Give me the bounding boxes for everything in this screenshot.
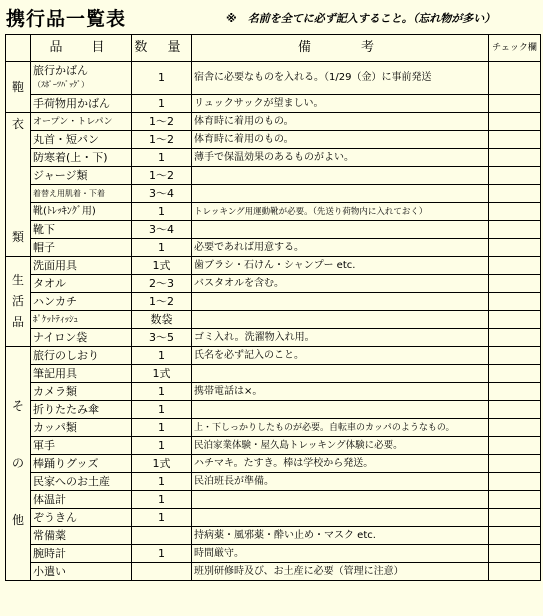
item-qty: 1 [132,347,192,365]
table-row [6,131,541,149]
item-qty: 1 [132,401,192,419]
category-clothes [6,113,31,257]
category-bag: 鞄 [6,62,31,113]
item-remark: 時間厳守。 [192,545,489,563]
item-remark: トレッキング用運動靴が必要。（先送り荷物内に入れておく） [192,203,489,221]
item-name: 体温計 [31,491,132,509]
check-box[interactable] [489,62,541,95]
category-other [6,347,31,581]
item-remark [192,365,489,383]
table-row [6,62,541,95]
item-qty: 1 [132,95,192,113]
category-other-char1: そ [11,399,24,414]
check-box[interactable] [489,293,541,311]
table-row [6,563,541,581]
item-name: 筆記用具 [31,365,132,383]
table-row [6,221,541,239]
table-row [6,257,541,275]
table-row [6,509,541,527]
item-name: 腕時計 [31,545,132,563]
item-name: カメラ類 [31,383,132,401]
table-row [6,185,541,203]
check-box[interactable] [489,419,541,437]
table-row [6,455,541,473]
item-qty: 1 [132,62,192,95]
category-clothes-bottom: 類 [11,230,24,244]
check-box[interactable] [489,347,541,365]
item-remark: 歯ブラシ・石けん・シャンプー etc. [192,257,489,275]
check-box[interactable] [489,149,541,167]
item-qty: 1 [132,239,192,257]
table-row [6,275,541,293]
table-row [6,149,541,167]
item-qty [132,527,192,545]
table-row [6,383,541,401]
item-remark [192,491,489,509]
item-qty: 1～2 [132,113,192,131]
item-name: 折りたたみ傘 [31,401,132,419]
item-remark: 班別研修時及び、お土産に必要（管理に注意） [192,563,489,581]
item-remark: 民泊家業体験・屋久島トレッキング体験に必要。 [192,437,489,455]
item-qty: 1式 [132,455,192,473]
item-remark: 携帯電話は×。 [192,383,489,401]
table-row [6,401,541,419]
item-name: 手荷物用かばん [31,95,132,113]
item-qty: 1 [132,491,192,509]
table-row [6,437,541,455]
item-qty: 1式 [132,257,192,275]
item-name: ﾎﾟｹｯﾄﾃｨｯｼｭ [31,311,132,329]
item-qty: 1～2 [132,167,192,185]
item-name: ぞうきん [31,509,132,527]
header-note: ※ 名前を全てに必ず記入すること。（忘れ物が多い） [226,12,496,25]
category-daily-char2: 活 [11,293,24,308]
check-box[interactable] [489,329,541,347]
category-clothes-top: 衣 [11,117,24,131]
item-name: カッパ類 [31,419,132,437]
item-qty: 3～4 [132,185,192,203]
item-qty: 3～5 [132,329,192,347]
item-name: タオル [31,275,132,293]
item-name-line2: （ｽﾎﾟｰﾂﾊﾞｯｸﾞ） [33,80,89,89]
item-remark [192,401,489,419]
item-name: 洗面用具 [31,257,132,275]
item-remark [192,185,489,203]
item-qty: 1 [132,545,192,563]
page-header [0,0,543,32]
check-box[interactable] [489,275,541,293]
item-remark: 氏名を必ず記入のこと。 [192,347,489,365]
item-qty: 1式 [132,365,192,383]
item-remark [192,221,489,239]
belongings-table [5,34,541,581]
item-qty: 3～4 [132,221,192,239]
check-box[interactable] [489,167,541,185]
item-qty: 1～2 [132,293,192,311]
item-name: 帽子 [31,239,132,257]
check-box[interactable] [489,563,541,581]
check-box[interactable] [489,365,541,383]
table-row [6,527,541,545]
item-remark: バスタオルを含む。 [192,275,489,293]
item-name: 民家へのお土産 [31,473,132,491]
check-box[interactable] [489,221,541,239]
item-remark [192,167,489,185]
table-row [6,239,541,257]
item-remark: 宿舎に必要なものを入れる。（1/29（金）に事前発送 [192,62,489,95]
item-qty: 1 [132,419,192,437]
table-row [6,113,541,131]
check-box[interactable] [489,203,541,221]
check-box[interactable] [489,401,541,419]
table-row [6,167,541,185]
item-qty: 2～3 [132,275,192,293]
category-daily [6,257,31,347]
table-row [6,347,541,365]
item-name: 靴下 [31,221,132,239]
item-remark: 上・下しっかりしたものが必要。自転車のカッパのようなもの。 [192,419,489,437]
item-remark: 体育時に着用のもの。 [192,113,489,131]
item-remark: リュックサックが望ましい。 [192,95,489,113]
category-daily-char1: 生 [11,272,24,287]
item-qty: 数袋 [132,311,192,329]
table-row [6,545,541,563]
check-box[interactable] [489,437,541,455]
item-name: ジャージ類 [31,167,132,185]
item-qty: 1～2 [132,131,192,149]
item-qty: 1 [132,509,192,527]
item-qty: 1 [132,437,192,455]
item-remark: 必要であれば用意する。 [192,239,489,257]
table-row [6,293,541,311]
check-box[interactable] [489,527,541,545]
item-name: ナイロン袋 [31,329,132,347]
check-box[interactable] [489,545,541,563]
table-row [6,311,541,329]
item-name: 着替え用肌着・下着 [31,185,132,203]
category-daily-char3: 品 [11,315,24,330]
item-name: 防寒着(上・下) [31,149,132,167]
item-qty: 1 [132,473,192,491]
check-box[interactable] [489,473,541,491]
item-remark [192,293,489,311]
check-box[interactable] [489,311,541,329]
item-remark [192,509,489,527]
table-row [6,473,541,491]
remark-header: 備 考 [192,35,489,62]
category-header [6,35,31,62]
item-name: 靴(ﾄﾚｯｷﾝｸﾞ用) [31,203,132,221]
item-name: ハンカチ [31,293,132,311]
item-remark [192,311,489,329]
item-name: 常備薬 [31,527,132,545]
check-box[interactable] [489,131,541,149]
item-qty: 1 [132,149,192,167]
item-name: 旅行のしおり [31,347,132,365]
item-name-line1: 旅行かばん [33,64,88,77]
category-other-char2: の [11,455,24,470]
table-header-row [6,35,541,62]
check-box[interactable] [489,185,541,203]
item-remark: 体育時に着用のもの。 [192,131,489,149]
item-qty: 1 [132,383,192,401]
table-row [6,491,541,509]
item-remark: 薄手で保温効果のあるものがよい。 [192,149,489,167]
item-name: 棒踊りグッズ [31,455,132,473]
qty-header: 数 量 [132,35,192,62]
table-row [6,203,541,221]
page-title: 携行品一覧表 [6,8,127,30]
table-row [6,419,541,437]
item-name: 小遣い [31,563,132,581]
check-box[interactable] [489,383,541,401]
check-box[interactable] [489,509,541,527]
item-qty: 1 [132,203,192,221]
item-remark: ゴミ入れ。洗濯物入れ用。 [192,329,489,347]
item-qty [132,563,192,581]
category-other-char3: 他 [11,512,24,527]
check-box[interactable] [489,491,541,509]
check-box[interactable] [489,257,541,275]
check-box[interactable] [489,239,541,257]
check-box[interactable] [489,95,541,113]
check-header: チェック欄 [489,35,541,62]
table-row [6,329,541,347]
item-name [31,62,132,95]
item-remark: 持病薬・風邪薬・酔い止め・マスク etc. [192,527,489,545]
item-remark: ハチマキ。たすき。棒は学校から発送。 [192,455,489,473]
table-row [6,365,541,383]
item-remark: 民泊班長が準備。 [192,473,489,491]
item-header: 品 目 [31,35,132,62]
item-name: オープン・トレパン [31,113,132,131]
item-name: 軍手 [31,437,132,455]
check-box[interactable] [489,113,541,131]
item-name: 丸首・短パン [31,131,132,149]
check-box[interactable] [489,455,541,473]
table-row [6,95,541,113]
